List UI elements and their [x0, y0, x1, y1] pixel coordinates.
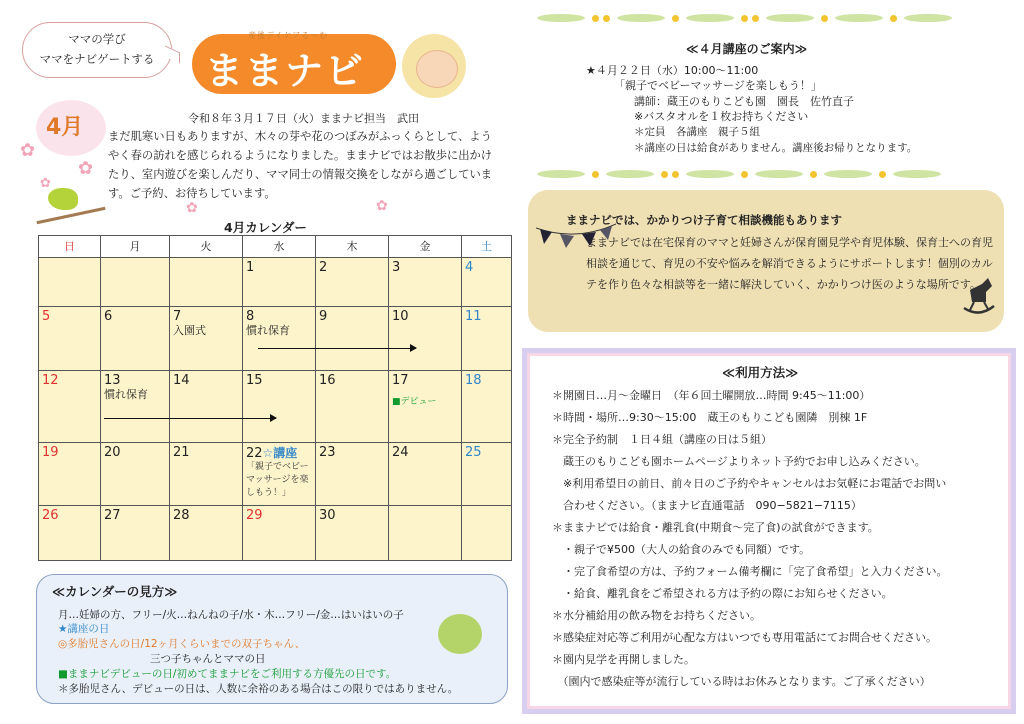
calendar-day-cell — [243, 443, 316, 506]
flower-icon: ✿ — [186, 200, 198, 216]
calendar-day: 28 — [170, 506, 243, 561]
weekday-header-row — [39, 236, 512, 258]
calendar-day-cell — [101, 371, 170, 443]
calendar-day: 19 — [39, 443, 101, 506]
calendar-day: 13 — [104, 373, 121, 388]
lecture-bring: ※バスタオルを１枚お持ちください — [634, 110, 809, 123]
flower-icon: ✿ — [40, 176, 51, 191]
usage-line: ※利用希望日の前日、前々日のご予約やキャンセルはお気軽にお電話でお問い — [552, 477, 947, 490]
lecture-note: 「親子でベビーマッサージを楽しもう！」 — [246, 462, 309, 498]
calendar-day: 12 — [39, 371, 101, 443]
flower-icon: ✿ — [78, 158, 94, 179]
usage-line: ＊完全予約制 １日４組（講座の日は５組） — [552, 433, 772, 446]
calendar-day — [39, 258, 101, 307]
calendar-day: 22 — [246, 446, 263, 461]
calendar-day: 11 — [462, 307, 512, 371]
legend-line: ★講座の日 — [58, 623, 110, 635]
calendar-day: 5 — [39, 307, 101, 371]
bubble-line-2: ママをナビゲートする — [39, 52, 155, 66]
calendar-day-cell — [389, 371, 462, 443]
calendar-day — [389, 506, 462, 561]
calendar-day: 10 — [389, 307, 462, 371]
calendar-day: 18 — [462, 371, 512, 443]
calendar-day: 27 — [101, 506, 170, 561]
calendar-day: 23 — [316, 443, 389, 506]
calendar-week-row — [39, 307, 512, 371]
calendar-week-row — [39, 258, 512, 307]
calendar-table — [38, 235, 512, 561]
calendar-day: 1 — [243, 258, 316, 307]
calendar-day: 30 — [316, 506, 389, 561]
calendar-day: 25 — [462, 443, 512, 506]
calendar-week-row — [39, 371, 512, 443]
usage-line: （園内で感染症等が流行している時はお休みとなります。ご了承ください） — [552, 675, 931, 688]
month-label: 4月 — [46, 115, 84, 140]
calendar-day — [462, 506, 512, 561]
rocking-horse-icon — [962, 276, 996, 316]
weekday-header: 木 — [316, 236, 389, 258]
usage-line: 合わせください。（ままナビ直通電話 090−5821−7115） — [552, 499, 862, 512]
arrow-icon — [258, 348, 416, 349]
usage-line: ＊園内見学を再開しました。 — [552, 653, 695, 666]
weekday-header: 土 — [462, 236, 512, 258]
logo-subtitle: 産後デイケアる〜む — [248, 31, 329, 40]
leaf-border-bottom — [532, 168, 1010, 182]
calendar-day: 24 — [389, 443, 462, 506]
legend-line: ＊多胎児さん、デビューの日は、人数に余裕のある場合はこの限りではありません。 — [58, 683, 459, 695]
weekday-header: 日 — [39, 236, 101, 258]
lecture-capacity: ＊定員 各講座 親子５組 — [634, 126, 760, 138]
lecture-name: 「親子でベビーマッサージを楽しもう！」 — [614, 79, 822, 92]
calendar-day — [101, 258, 170, 307]
logo-text: ままナビ — [205, 49, 366, 93]
usage-line: ・給食、離乳食をご希望される方は予約の際にお知らせください。 — [552, 587, 893, 600]
usage-line: 蔵王のもりこども園ホームページよりネット予約でお申し込みください。 — [552, 455, 926, 468]
lecture-teacher: 講師：蔵王のもりこども園 園長 佐竹直子 — [634, 95, 854, 108]
bird-icon — [48, 188, 78, 210]
legend-line: 三つ子ちゃんとママの日 — [150, 653, 266, 665]
calendar-day: 2 — [316, 258, 389, 307]
calendar-day-cell — [170, 307, 243, 371]
calendar-week-row — [39, 506, 512, 561]
event-note: 慣れ保育 — [246, 324, 290, 337]
calendar-day: 6 — [101, 307, 170, 371]
lecture-title: ≪４月講座のご案内≫ — [686, 42, 808, 56]
calendar-week-row — [39, 443, 512, 506]
legend-line: ■ままナビデビューの日/初めてままナビをご利用する方優先の日です。 — [58, 668, 397, 680]
baby-face-icon — [416, 50, 458, 88]
calendar-day — [170, 258, 243, 307]
lecture-mark: ☆講座 — [262, 446, 298, 460]
calendar-day: 21 — [170, 443, 243, 506]
usage-line: ＊開園日…月〜金曜日 （年６回土曜開放…時間 9:45〜11:00） — [552, 389, 871, 402]
debut-note: ■デビュー — [392, 397, 437, 407]
lecture-lunch: ＊講座の日は給食がありません。講座後お帰りとなります。 — [634, 142, 918, 154]
usage-line: ＊ままナビでは給食・離乳食(中期食〜完了食)の試食ができます。 — [552, 521, 879, 534]
weekday-header: 水 — [243, 236, 316, 258]
bubble-line-1: ママの学び — [68, 32, 126, 46]
usage-line: ＊時間・場所…9:30〜15:00 蔵王のもりこども園隣 別棟 1F — [552, 411, 868, 424]
calendar-day: 8 — [246, 309, 255, 324]
calendar-day: 3 — [389, 258, 462, 307]
weekday-header: 火 — [170, 236, 243, 258]
legend-line: ◎多胎児さんの日/12ヶ月くらいまでの双子ちゃん、 — [58, 638, 306, 650]
flower-icon: ✿ — [376, 198, 388, 214]
leaf-border-top — [532, 12, 1010, 26]
calendar-day: 16 — [316, 371, 389, 443]
weekday-header: 金 — [389, 236, 462, 258]
calendar-day: 7 — [173, 309, 182, 324]
consult-title: ままナビでは、かかりつけ子育て相談機能もあります — [566, 213, 842, 227]
event-note: 慣れ保育 — [104, 388, 148, 401]
usage-line: ＊水分補給用の飲み物をお持ちください。 — [552, 609, 761, 622]
usage-title: ≪利用方法≫ — [722, 365, 799, 380]
calendar-title: 4月カレンダー — [224, 220, 307, 235]
arrow-icon — [104, 418, 276, 419]
flower-icon: ✿ — [20, 140, 36, 161]
legend-line: 月…妊婦の方、フリー/火…ねんねの子/水・木…フリー/金…はいはいの子 — [58, 609, 404, 621]
calendar-day: 20 — [101, 443, 170, 506]
calendar-day: 14 — [170, 371, 243, 443]
consult-body: ままナビでは在宅保育のママと妊婦さんが保育園見学や育児体験、保育士への育児相談を通じて、育児の不安や悩みを解消できるようにサポートします！個別のカルテを作り色々な相談等を一緒に解決していく、かかりつけ医のような場所です。 — [586, 236, 993, 291]
usage-line: ＊感染症対応等ご利用が心配な方はいつでも専用電話にてお問合せください。 — [552, 631, 937, 644]
intro-text: まだ肌寒い日もありますが、木々の芽や花のつぼみがふっくらとして、ようやく春の訪れを感じられるようになりました。ままナビではお散歩に出かけたり、室内遊びを楽しんだり、ママ同士の情報交換をしながら過ごしています。ご予約、お待ちしています。 — [108, 130, 493, 200]
usage-line: ・完了食希望の方は、予約フォーム備考欄に「完了食希望」と入力ください。 — [552, 565, 948, 578]
calendar-day: 9 — [316, 307, 389, 371]
calendar-day-cell — [243, 307, 316, 371]
tree-icon — [438, 614, 482, 654]
weekday-header: 月 — [101, 236, 170, 258]
usage-line: ・親子で¥500（大人の給食のみでも同額）です。 — [552, 543, 811, 556]
speech-bubble — [22, 22, 172, 78]
calendar-day: 15 — [243, 371, 316, 443]
calendar-day: 26 — [39, 506, 101, 561]
lecture-date: ★４月２２日（水）10:00〜11:00 — [586, 64, 759, 77]
calendar-day: 4 — [462, 258, 512, 307]
event-note: 入園式 — [173, 324, 206, 337]
calendar-day: 17 — [392, 373, 409, 388]
issue-date: 令和８年３月１７日（火）ままナビ担当 武田 — [188, 112, 419, 125]
legend-title: ≪カレンダーの見方≫ — [52, 584, 178, 599]
calendar-day: 29 — [243, 506, 316, 561]
